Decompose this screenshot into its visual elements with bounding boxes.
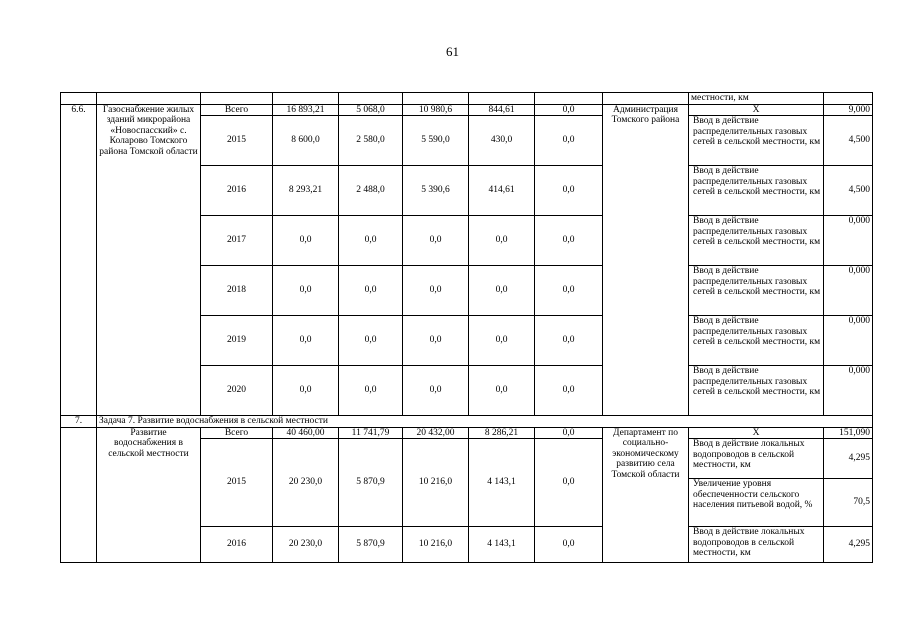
cell-reg: 0,0 <box>403 366 469 416</box>
empty-cell <box>469 93 535 105</box>
cell-value: 151,090 <box>824 427 873 439</box>
cell-loc: 4 143,1 <box>469 527 535 563</box>
page-number: 61 <box>446 44 459 59</box>
cell-total: 16 893,21 <box>273 104 339 116</box>
cell-indicator: Ввод в действие распределительных газовых сетей в сельской местности, км <box>689 316 824 366</box>
empty-cell <box>61 93 97 105</box>
cell-indicator: Ввод в действие распределительных газовых сетей в сельской местности, км <box>689 166 824 216</box>
cell-extra: 0,0 <box>535 104 603 116</box>
table-body <box>61 93 873 563</box>
cell-extra: 0,0 <box>535 316 603 366</box>
empty-cell <box>339 93 403 105</box>
program-table <box>60 92 873 563</box>
cell-extra: 0,0 <box>535 427 603 439</box>
cell-reg: 10 216,0 <box>403 439 469 527</box>
empty-cell <box>403 93 469 105</box>
empty-cell <box>824 93 873 105</box>
cell-fed: 2 580,0 <box>339 116 403 166</box>
cell-reg: 0,0 <box>403 316 469 366</box>
task-title: Задача 7. Развитие водоснабжения в сельской местности <box>97 416 873 428</box>
cell-total: 0,0 <box>273 366 339 416</box>
cell-value: 0,000 <box>824 316 873 366</box>
cell-value: 4,500 <box>824 166 873 216</box>
cell-value: 70,5 <box>824 479 873 527</box>
cell-reg: 5 390,6 <box>403 166 469 216</box>
cell-loc: 0,0 <box>469 266 535 316</box>
cell-total: 0,0 <box>273 266 339 316</box>
cell-loc: 8 286,21 <box>469 427 535 439</box>
cell-loc: 844,61 <box>469 104 535 116</box>
cell-year: Всего <box>201 427 273 439</box>
cell-extra: 0,0 <box>535 216 603 266</box>
cell-year: 2015 <box>201 439 273 527</box>
cell-year: 2020 <box>201 366 273 416</box>
cell-indicator: Ввод в действие локальных водопроводов в сельской местности, км <box>689 439 824 479</box>
cell-total: 0,0 <box>273 216 339 266</box>
task7-heading-row <box>61 416 873 428</box>
empty-cell <box>61 427 97 563</box>
cell-loc: 414,61 <box>469 166 535 216</box>
task-executor: Администрация Томского района <box>603 104 689 416</box>
cell-total: 8 293,21 <box>273 166 339 216</box>
cell-year: 2015 <box>201 116 273 166</box>
cell-year: 2019 <box>201 316 273 366</box>
cell-total: 8 600,0 <box>273 116 339 166</box>
cell-fed: 0,0 <box>339 366 403 416</box>
cell-extra: 0,0 <box>535 439 603 527</box>
cell-fed: 5 068,0 <box>339 104 403 116</box>
task-name: Развитие водоснабжения в сельской местности <box>97 427 201 563</box>
cell-extra: 0,0 <box>535 527 603 563</box>
empty-cell <box>603 93 689 105</box>
cell-year: Всего <box>201 104 273 116</box>
cell-fed: 0,0 <box>339 316 403 366</box>
cell-loc: 0,0 <box>469 366 535 416</box>
cell-reg: 20 432,00 <box>403 427 469 439</box>
cell-fed: 5 870,9 <box>339 439 403 527</box>
cell-year: 2017 <box>201 216 273 266</box>
cell-fed: 2 488,0 <box>339 166 403 216</box>
cell-reg: 5 590,0 <box>403 116 469 166</box>
cell-loc: 4 143,1 <box>469 439 535 527</box>
cell-loc: 430,0 <box>469 116 535 166</box>
cell-extra: 0,0 <box>535 366 603 416</box>
cell-extra: 0,0 <box>535 266 603 316</box>
cell-indicator: местности, км <box>689 93 824 105</box>
cell-total: 20 230,0 <box>273 439 339 527</box>
cell-fed: 5 870,9 <box>339 527 403 563</box>
empty-cell <box>273 93 339 105</box>
cell-indicator: Ввод в действие распределительных газовых сетей в сельской местности, км <box>689 266 824 316</box>
empty-cell <box>535 93 603 105</box>
cell-total: 20 230,0 <box>273 527 339 563</box>
cell-loc: 0,0 <box>469 316 535 366</box>
cell-indicator: Увеличение уровня обеспеченности сельского населения питьевой водой, % <box>689 479 824 527</box>
continuation-row <box>61 93 873 105</box>
cell-reg: 10 216,0 <box>403 527 469 563</box>
cell-indicator: X <box>689 104 824 116</box>
cell-value: 9,000 <box>824 104 873 116</box>
task-executor: Департамент по социально-экономическому развитию села Томской области <box>603 427 689 563</box>
cell-value: 0,000 <box>824 216 873 266</box>
cell-year: 2016 <box>201 166 273 216</box>
cell-total: 0,0 <box>273 316 339 366</box>
cell-total: 40 460,00 <box>273 427 339 439</box>
cell-loc: 0,0 <box>469 216 535 266</box>
task-number: 7. <box>61 416 97 428</box>
task7-total-row <box>61 427 873 439</box>
cell-fed: 0,0 <box>339 216 403 266</box>
task-number: 6.6. <box>61 104 97 416</box>
cell-extra: 0,0 <box>535 166 603 216</box>
cell-reg: 10 980,6 <box>403 104 469 116</box>
empty-cell <box>201 93 273 105</box>
cell-value: 4,500 <box>824 116 873 166</box>
cell-indicator: Ввод в действие распределительных газовых сетей в сельской местности, км <box>689 216 824 266</box>
cell-extra: 0,0 <box>535 116 603 166</box>
cell-value: 4,295 <box>824 439 873 479</box>
cell-fed: 11 741,79 <box>339 427 403 439</box>
cell-value: 0,000 <box>824 266 873 316</box>
cell-indicator: Ввод в действие локальных водопроводов в сельской местности, км <box>689 527 824 563</box>
task66-row <box>61 104 873 116</box>
cell-value: 4,295 <box>824 527 873 563</box>
cell-year: 2018 <box>201 266 273 316</box>
cell-reg: 0,0 <box>403 266 469 316</box>
task-name: Газоснабжение жилых зданий микрорайона «Новоспасский» с. Коларово Томского района Томской области <box>97 104 201 416</box>
cell-indicator: Ввод в действие распределительных газовых сетей в сельской местности, км <box>689 366 824 416</box>
cell-reg: 0,0 <box>403 216 469 266</box>
cell-value: 0,000 <box>824 366 873 416</box>
cell-indicator: X <box>689 427 824 439</box>
empty-cell <box>97 93 201 105</box>
cell-year: 2016 <box>201 527 273 563</box>
cell-indicator: Ввод в действие распределительных газовых сетей в сельской местности, км <box>689 116 824 166</box>
cell-fed: 0,0 <box>339 266 403 316</box>
